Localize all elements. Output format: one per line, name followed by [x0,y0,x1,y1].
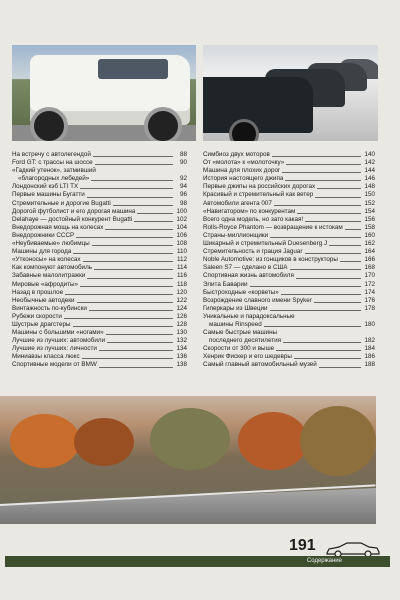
toc-entry-page: 110 [176,248,187,256]
toc-leader-line [281,294,361,295]
toc-leader-line [91,180,173,181]
toc-entry [203,167,375,175]
toc-leader-line [77,302,173,303]
toc-entry-page: 136 [176,353,187,361]
toc-leader-line [107,342,173,343]
toc-entry-title: Delahaye — достойный конкурент Bugatti [12,215,133,223]
toc-leader-line [345,229,361,230]
toc-entry-page: 130 [176,329,187,337]
toc-leader-line [317,188,361,189]
toc-entry-page: 108 [176,240,187,248]
toc-entry-page: 156 [364,215,375,223]
toc-entry [12,208,187,216]
toc-entry-title: Saleen S7 — сделано в США [203,264,288,272]
toc-entry [12,159,187,167]
toc-leader-line [272,156,361,157]
toc-leader-line [276,350,361,351]
toc-entry-page: 160 [364,231,375,239]
toc-entry [12,321,187,329]
toc-entry [12,191,187,199]
toc-entry [203,216,375,224]
toc-entry-page: 120 [176,288,187,296]
toc-entry-title: Шустрые драгстеры [12,320,71,328]
toc-entry-title: От «молота» к «молоточку» [203,159,285,167]
toc-entry-title: Лучшие из лучших: личности [12,345,97,353]
toc-leader-line [290,269,362,270]
toc-entry-title: Rolls-Royce Phantom — возвращение к истокам [203,223,343,231]
toc-entry-page: 178 [364,304,375,312]
toc-leader-line [286,164,361,165]
toc-leader-line [76,237,173,238]
toc-entry-title: Самый главный автомобильный музей [203,361,317,369]
toc-entry [203,159,375,167]
toc-entry [12,175,187,183]
toc-leader-line [297,213,361,214]
toc-entry [203,281,375,289]
toc-entry [203,224,375,232]
toc-entry-page: 162 [364,240,375,248]
page-number: 191 [289,537,316,554]
toc-entry-title: Возрождение славного имени Spyker [203,296,312,304]
toc-leader-line [329,245,361,246]
toc-leader-line [134,221,173,222]
toc-entry-page: 142 [364,159,375,167]
toc-entry [12,297,187,305]
toc-entry-page: 122 [176,296,187,304]
toc-entry-page: 146 [364,175,375,183]
toc-entry-title: Внедорожная мощь на колесах [12,223,104,231]
toc-entry-title: «благородных лебедей» [18,175,90,183]
toc-leader-line [340,261,361,262]
toc-entry-title: Как компонуют автомобиль [12,264,93,272]
toc-leader-line [82,358,173,359]
toc-entry-page: 174 [364,288,375,296]
toc-leader-line [270,237,361,238]
toc-entry-title: Спортивная жизнь автомобиля [203,272,294,280]
toc-entry-title: Спортивные модели от BMW [12,361,97,369]
toc-entry [12,256,187,264]
toc-entry [12,353,187,361]
toc-entry [203,232,375,240]
toc-entry-page: 148 [364,183,375,191]
toc-leader-line [137,213,173,214]
toc-entry-page: 188 [364,361,375,369]
toc-entry [12,200,187,208]
toc-leader-line [294,358,361,359]
toc-entry-title: Симбиоз двух моторов [203,151,270,158]
toc-entry-title: Гиперкары из Швеции [203,304,268,312]
toc-entry [12,224,187,232]
toc-leader-line [106,334,173,335]
toc-entry [203,337,375,345]
toc-leader-line [319,367,361,368]
toc-entry [12,345,187,353]
toc-entry-title: Красивый и стремительный как ветер [203,191,314,199]
toc-entry-title: Шикарный и стремительный Duesenberg J [203,240,328,248]
toc-entry-title: «Утконосы» на колесах [12,256,81,264]
toc-entry-page: 180 [364,320,375,328]
toc-entry-title: Машины с большими «ногами» [12,329,104,337]
toc-entry-title: Noble Automotive: из гонщиков в конструкторы [203,256,338,264]
toc-entry [12,183,187,191]
toc-entry [203,200,375,208]
toc-entry-page: 88 [179,151,187,158]
toc-entry-title: последнего десятилетия [209,337,282,345]
toc-entry-title: Быстроходные «корветы» [203,288,279,296]
toc-leader-line [95,164,173,165]
toc-leader-line [87,278,173,279]
toc-entry-page: 184 [364,345,375,353]
toc-entry-page: 128 [176,320,187,328]
toc-entry-page: 118 [176,280,187,288]
toc-entry-title: Стремительность и грация Jaguar [203,248,303,256]
toc-entry-title: Уникальные и парадоксальные [203,312,295,320]
toc-entry-page: 144 [364,167,375,175]
toc-entry [203,248,375,256]
toc-entry [203,272,375,280]
toc-leader-line [270,310,361,311]
toc-entry [203,191,375,199]
toc-entry [12,232,187,240]
toc-entry-page: 102 [176,215,187,223]
toc-entry-title: «Гадкий утенок», затмивший [12,167,96,175]
toc-entry-page: 154 [364,207,375,215]
toc-entry-page: 158 [364,223,375,231]
toc-entry [203,297,375,305]
toc-leader-line [250,286,361,287]
toc-entry [12,289,187,297]
toc-entry-page: 124 [176,304,187,312]
toc-column-left [12,151,187,370]
toc-leader-line [87,197,173,198]
toc-entry-page: 176 [364,296,375,304]
toc-leader-line [94,269,173,270]
toc-entry [12,313,187,321]
toc-leader-line [80,188,173,189]
toc-entry-page: 138 [176,361,187,369]
toc-entry [203,175,375,183]
toc-entry-page: 186 [364,353,375,361]
toc-entry-title: Лондонский кэб LTI TX [12,183,79,191]
toc-entry-page: 126 [176,312,187,320]
toc-leader-line [99,367,173,368]
toc-entry [203,305,375,313]
toc-entry-title: Рубежи скорости [12,312,62,320]
toc-entry-page: 166 [364,256,375,264]
toc-entry [203,289,375,297]
toc-entry-page: 100 [176,207,187,215]
toc-entry-title: Первые джипы на российских дорогах [203,183,316,191]
section-label: Содержание [306,558,342,564]
toc-entry [203,151,375,159]
toc-entry [203,329,375,337]
toc-entry-page: 132 [176,337,187,345]
toc-entry [12,216,187,224]
toc-leader-line [264,326,361,327]
toc-entry-page: 164 [364,248,375,256]
toc-entry [203,256,375,264]
toc-leader-line [105,229,173,230]
toc-leader-line [282,172,361,173]
toc-leader-line [83,261,173,262]
toc-entry [203,313,375,321]
toc-entry-page: 168 [364,264,375,272]
toc-entry-title: «Неубиваемые» любимцы [12,240,90,248]
toc-entry-title: Винтажность по-кубински [12,304,87,312]
toc-entry-page: 172 [364,280,375,288]
toc-entry-title: История настоящего джипа [203,175,284,183]
toc-leader-line [274,205,361,206]
toc-entry [203,240,375,248]
toc-entry-title: Лучшие из лучших: автомобили [12,337,106,345]
photo-autumn-road [0,396,376,524]
toc-entry-page: 96 [179,191,187,199]
toc-entry-page: 140 [364,151,375,158]
toc-entry-page: 90 [179,159,187,167]
toc-entry-title: Всего одна модель, но зато какая! [203,215,304,223]
toc-entry [203,208,375,216]
toc-entry-page: 134 [176,345,187,353]
toc-leader-line [64,318,173,319]
toc-entry-title: Автомобили агента 007 [203,199,272,207]
toc-entry-title: Дорогой футболист и его дорогая машина [12,207,136,215]
toc-entry-page: 106 [176,231,187,239]
toc-entry-title: Первые машины Бугатти [12,191,85,199]
toc-entry [12,240,187,248]
toc-leader-line [80,286,173,287]
toc-leader-line [89,310,173,311]
toc-entry [203,264,375,272]
toc-entry-page: 116 [176,272,187,280]
toc-leader-line [113,205,173,206]
toc-entry [12,281,187,289]
toc-leader-line [73,253,173,254]
toc-leader-line [296,278,361,279]
toc-entry-title: Элита Баварии [203,280,248,288]
toc-entry-page: 150 [364,191,375,199]
toc-entry-title: Стремительные и дорогие Bugatti [12,199,111,207]
toc-entry-page: 92 [179,175,187,183]
toc-entry [12,264,187,272]
toc-entry-page: 182 [364,337,375,345]
toc-leader-line [92,245,173,246]
toc-entry-page: 98 [179,199,187,207]
toc-entry-page: 152 [364,199,375,207]
toc-leader-line [93,156,173,157]
toc-leader-line [283,342,361,343]
toc-entry [203,183,375,191]
toc-entry-page: 104 [176,223,187,231]
toc-entry-title: Машины для города [12,248,72,256]
toc-leader-line [315,197,361,198]
toc-leader-line [285,180,361,181]
photo-white-suv [12,45,196,141]
toc-entry-title: Мировые «афродиты» [12,280,79,288]
toc-entry [12,305,187,313]
toc-leader-line [314,302,361,303]
toc-entry [203,361,375,369]
toc-entry-title: Миниавзы класса люкс [12,353,80,361]
toc-entry [203,345,375,353]
toc-entry [12,167,187,175]
toc-entry [203,353,375,361]
toc-entry-page: 170 [364,272,375,280]
toc-entry [12,248,187,256]
toc-entry-page: 112 [176,256,187,264]
toc-entry-title: «Навигатором» по конкурентам [203,207,296,215]
toc-entry-title: Ford GT: с трассы на шоссе [12,159,93,167]
toc-leader-line [305,221,361,222]
toc-entry-title: Назад в прошлое [12,288,64,296]
toc-leader-line [73,326,174,327]
toc-entry-title: На встречу с автолегендой [12,151,91,158]
toc-entry-title: Машина для плохих дорог [203,167,281,175]
toc-entry-title: Хенрик Фискер и его шедевры [203,353,292,361]
toc-entry [12,329,187,337]
photo-parked-suvs [203,45,378,141]
footer-bar [5,556,390,567]
toc-entry [12,337,187,345]
toc-entry [12,361,187,369]
toc-entry-title: Самые быстрые машины [203,329,278,337]
toc-leader-line [99,350,173,351]
toc-entry-title: машины Rinspeed [209,320,262,328]
toc-entry-title: Забавные малолитражки [12,272,86,280]
toc-entry-page: 94 [179,183,187,191]
toc-entry-title: Скорости от 300 и выше [203,345,275,353]
toc-entry-title: Страны-миллионщики [203,231,269,239]
toc-column-right [203,151,375,370]
toc-leader-line [65,294,173,295]
toc-entry-title: Внедорожники СССР [12,231,75,239]
toc-entry-page: 114 [176,264,187,272]
toc-entry [12,151,187,159]
toc-leader-line [305,253,362,254]
toc-entry-title: Необычные автодеки [12,296,75,304]
toc-entry [203,321,375,329]
toc-entry [12,272,187,280]
